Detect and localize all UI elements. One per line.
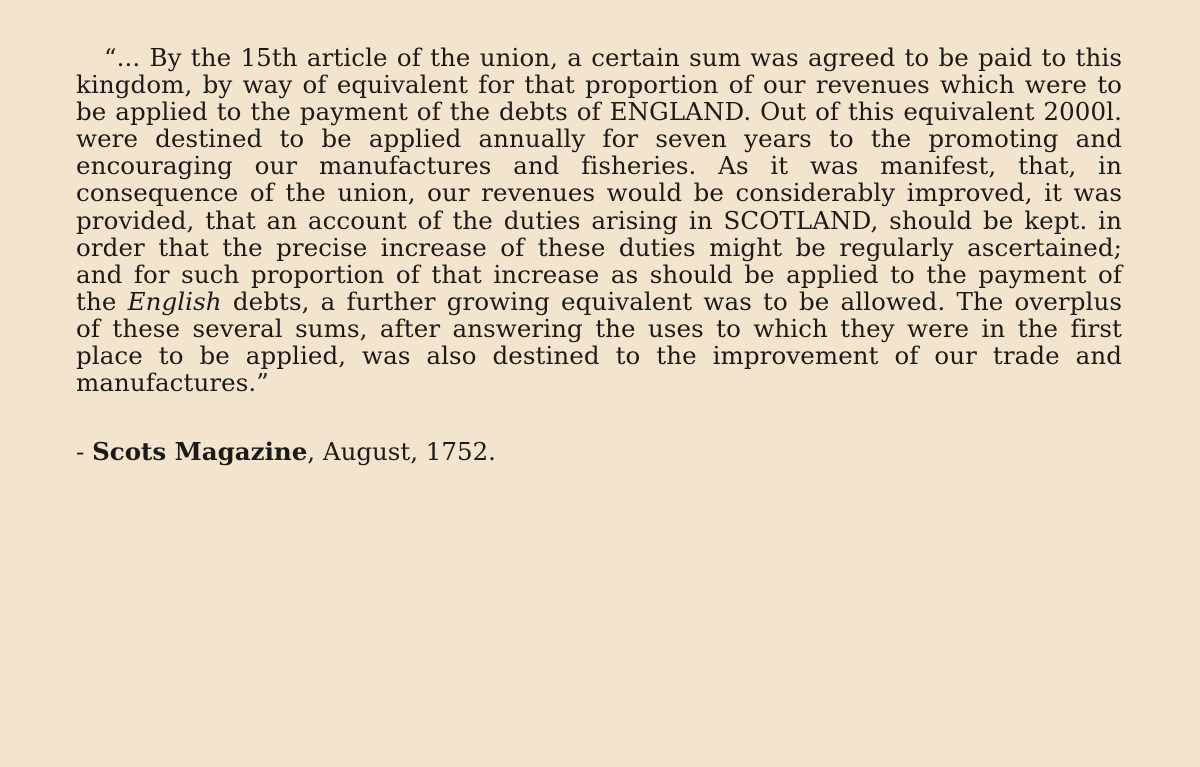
quote-text-part-1: “... By the 15th article of the union, a certain sum was agreed to be paid to this kingdom, by way of equivalent for that proportion of our revenues which were to be applied to the payment of the debts of ENGLAND. Out of this equivalent 2000l. were destined to be applied annually for seven years to the promoting and encouraging our manufactures and fisheries. As it was manifest, that, in consequence of the union, our revenues would be considerably improved, it was provided, that an account of the duties arising in SCOTLAND, should be kept. in order that the precise increase of these duties might be regularly ascertained; and for such proportion of that increase as should be applied to the payment of the — [76, 43, 1122, 316]
attribution-dash: - — [76, 437, 93, 467]
quote-paragraph — [76, 44, 1122, 396]
quote-text-part-2: debts, a further growing equivalent was to be allowed. The overplus of these several sums, after answering the uses to which they were in the first place to be applied, was also destined to the improvement of our trade and manufactures.” — [76, 286, 1122, 398]
attribution-date: , August, 1752. — [307, 437, 496, 467]
quote-attribution — [76, 438, 1122, 465]
attribution-source: Scots Magazine — [92, 437, 308, 467]
quote-italic-word: English — [127, 286, 222, 316]
